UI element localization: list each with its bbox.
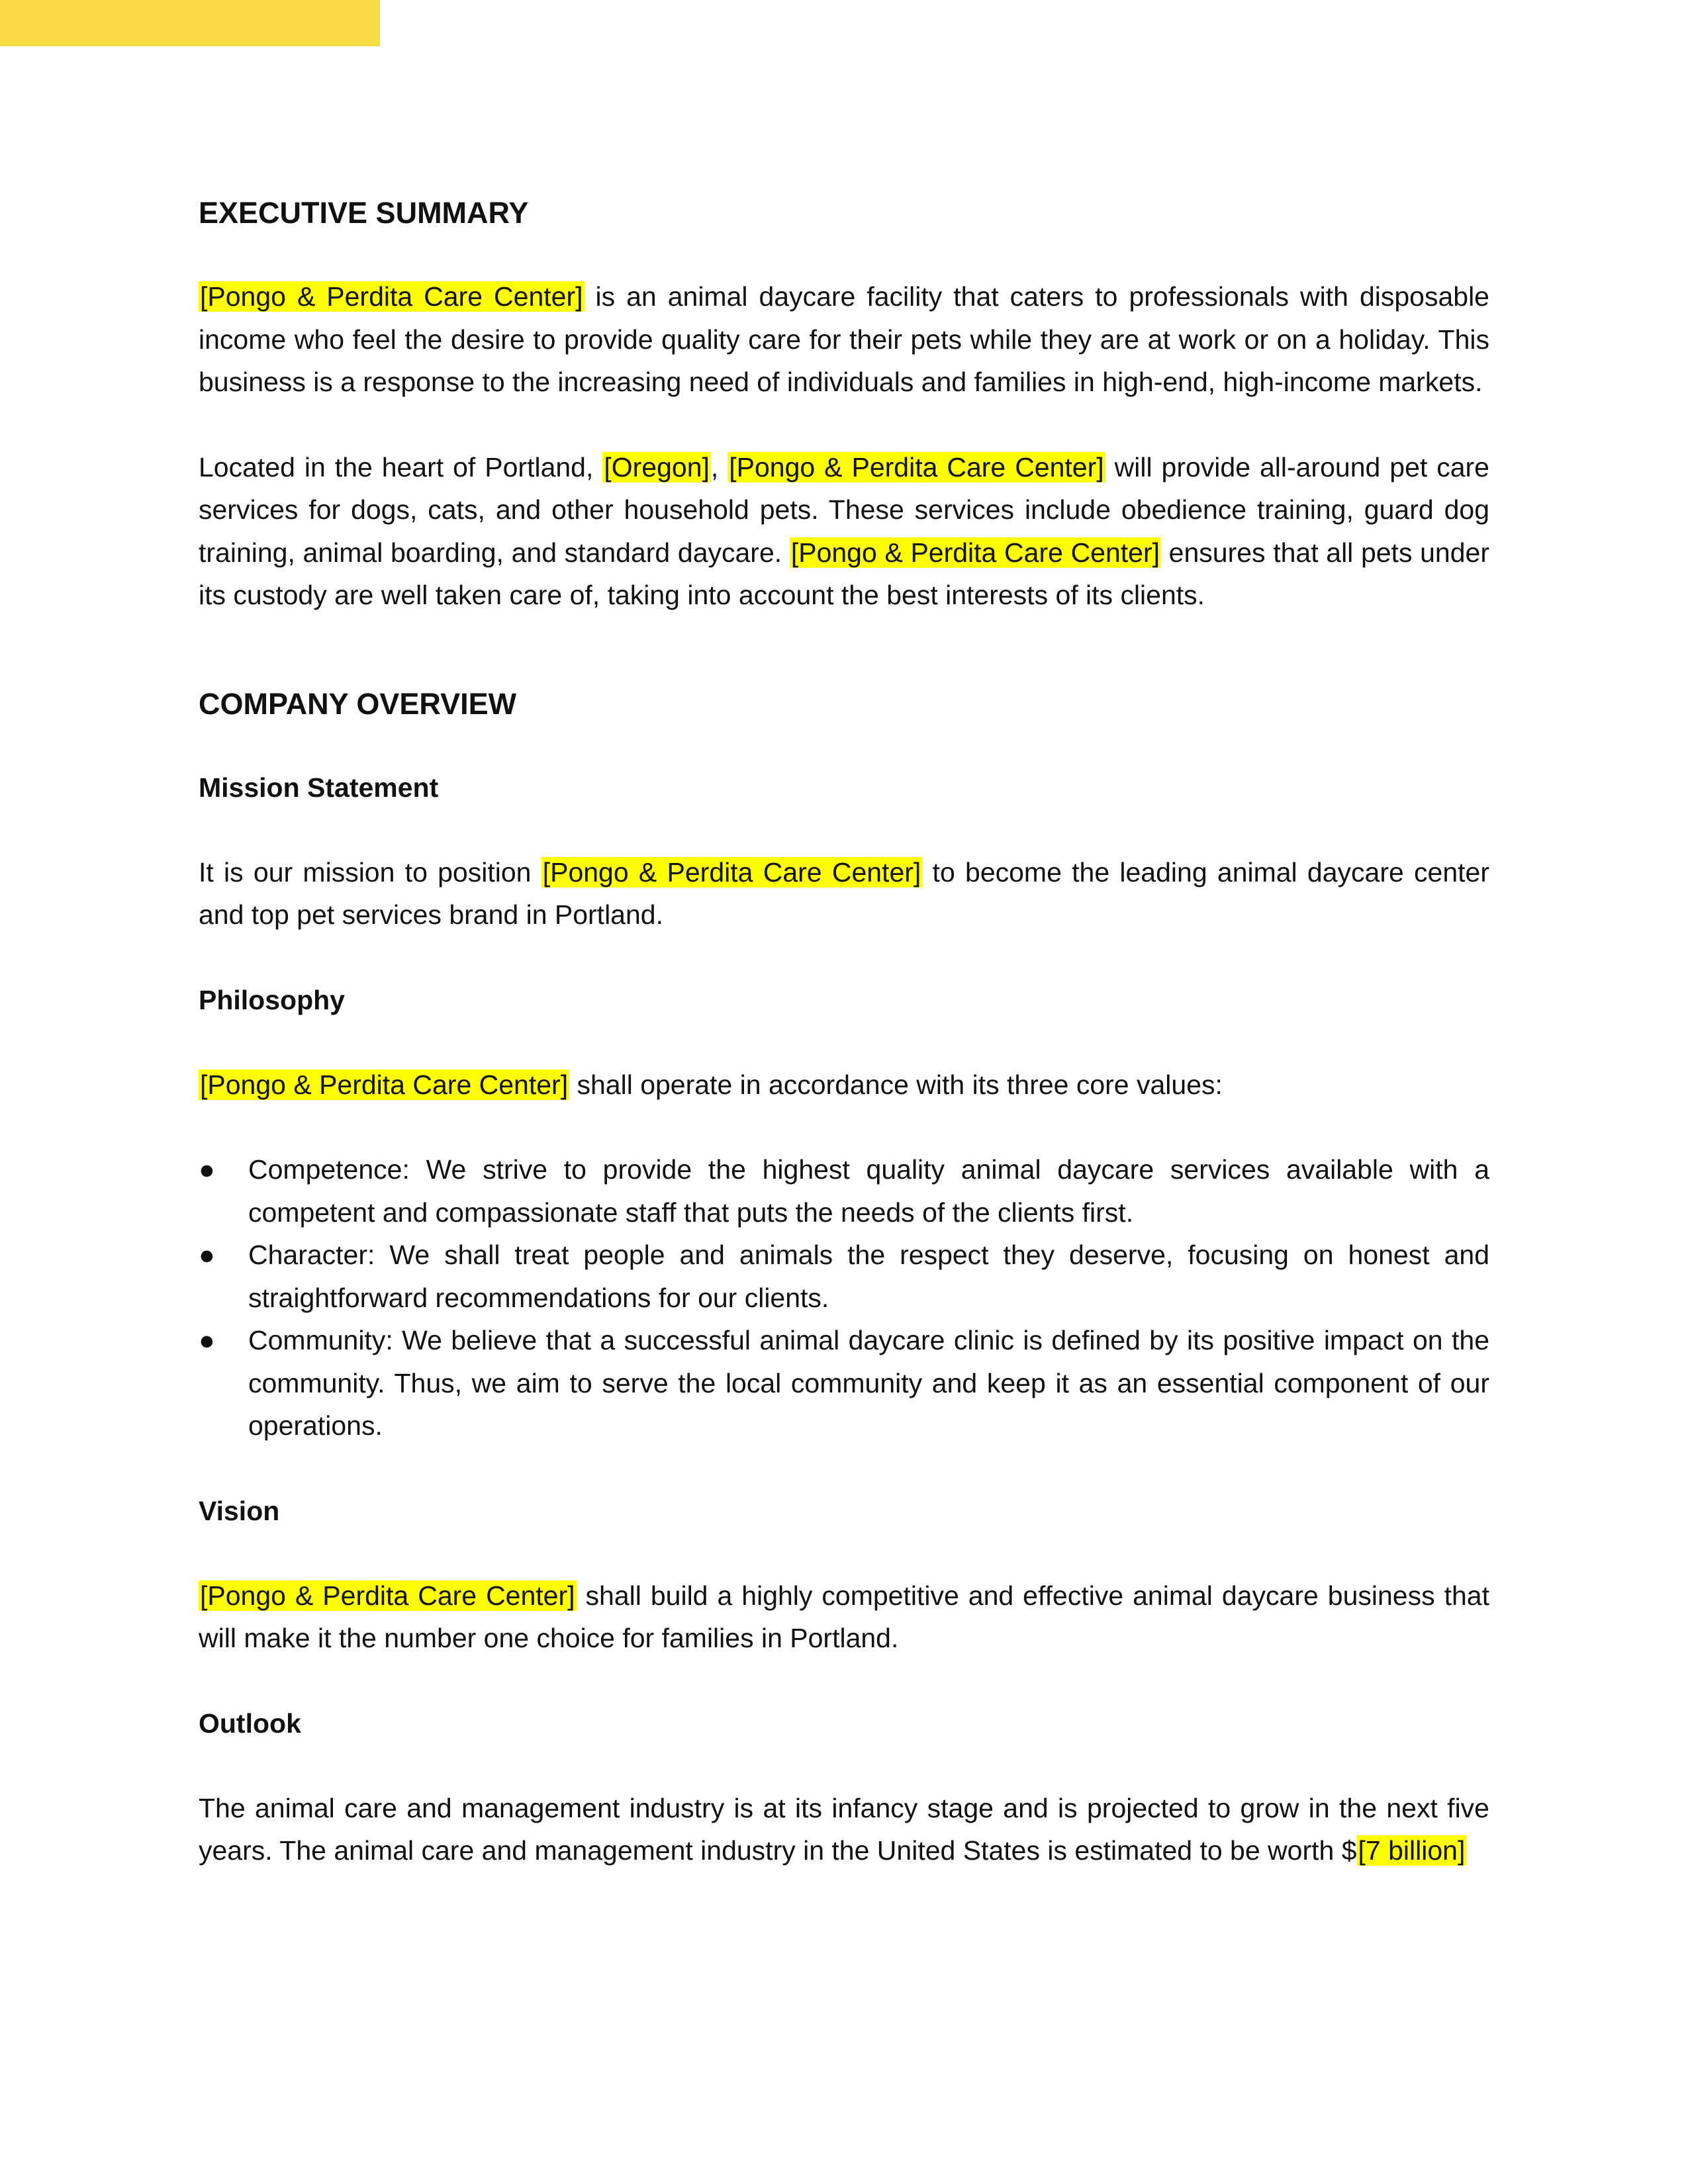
amount-placeholder: [7 billion] (1358, 1835, 1466, 1866)
company-placeholder: [Pongo & Perdita Care Center] (729, 451, 1104, 482)
company-overview-heading: COMPANY OVERVIEW (199, 686, 517, 721)
company-placeholder: [Pongo & Perdita Care Center] (542, 856, 921, 887)
mission-statement-heading: Mission Statement (199, 772, 439, 803)
bullet-icon: ● (199, 1154, 215, 1185)
vision-paragraph: [Pongo & Perdita Care Center] shall build a highly competitive and effective animal daycare business that will make it the number one choice for families in Portland. (199, 1580, 1489, 1653)
outlook-heading: Outlook (199, 1707, 301, 1739)
philosophy-paragraph: [Pongo & Perdita Care Center] shall operate in accordance with its three core values: (200, 1069, 1223, 1100)
bullet-icon: ● (199, 1240, 215, 1270)
executive-summary-heading: EXECUTIVE SUMMARY (199, 196, 529, 230)
document-page (199, 192, 1489, 1915)
executive-summary-paragraph-2: Located in the heart of Portland, [Oregon], [Pongo & Perdita Care Center] will provide all-around pet care services for dogs, cats, and other household pets. These services include obedience training, guard dog training, animal boarding, and standard daycare. [Pongo & Perdita Care Center] ensures that all pets under its custody are well taken care of, taking into account the best interests of its clients. (199, 451, 1489, 610)
bullet-icon: ● (199, 1325, 215, 1355)
mission-statement-paragraph: It is our mission to position [Pongo & Perdita Care Center] to become the leading animal daycare center and top pet services brand in Portland. (199, 856, 1490, 930)
state-placeholder: [Oregon] (604, 451, 710, 482)
outlook-paragraph: The animal care and management industry is at its infancy stage and is projected to grow in the next five years. The animal care and management industry in the United States is estimated to be worth $[7 billion] (199, 1792, 1489, 1866)
company-placeholder: [Pongo & Perdita Care Center] (200, 1069, 569, 1100)
vision-heading: Vision (199, 1495, 280, 1526)
list-item: ● Competence: We strive to provide the highest quality animal daycare services available with a competent and compassionate staff that puts the needs of the clients first. (199, 1148, 1489, 1234)
company-placeholder: [Pongo & Perdita Care Center] (200, 1580, 575, 1611)
corner-accent-bar (0, 0, 380, 46)
list-item: ● Community: We believe that a successful animal daycare clinic is defined by its positive impact on the community. Thus, we aim to serve the local community and keep it as an essential component of our operations. (199, 1319, 1489, 1447)
philosophy-heading: Philosophy (199, 984, 345, 1015)
core-values-list (199, 1148, 1489, 1447)
company-placeholder: [Pongo & Perdita Care Center] (200, 281, 583, 312)
executive-summary-paragraph-1: [Pongo & Perdita Care Center] is an animal daycare facility that caters to professionals with disposable income who feel the desire to provide quality care for their pets while they are at work or on a holiday. This business is a response to the increasing need of individuals and families in high-end, high-income markets. (199, 281, 1489, 397)
list-item: ● Character: We shall treat people and animals the respect they deserve, focusing on honest and straightforward recommendations for our clients. (199, 1234, 1489, 1319)
company-placeholder: [Pongo & Perdita Care Center] (790, 537, 1160, 568)
